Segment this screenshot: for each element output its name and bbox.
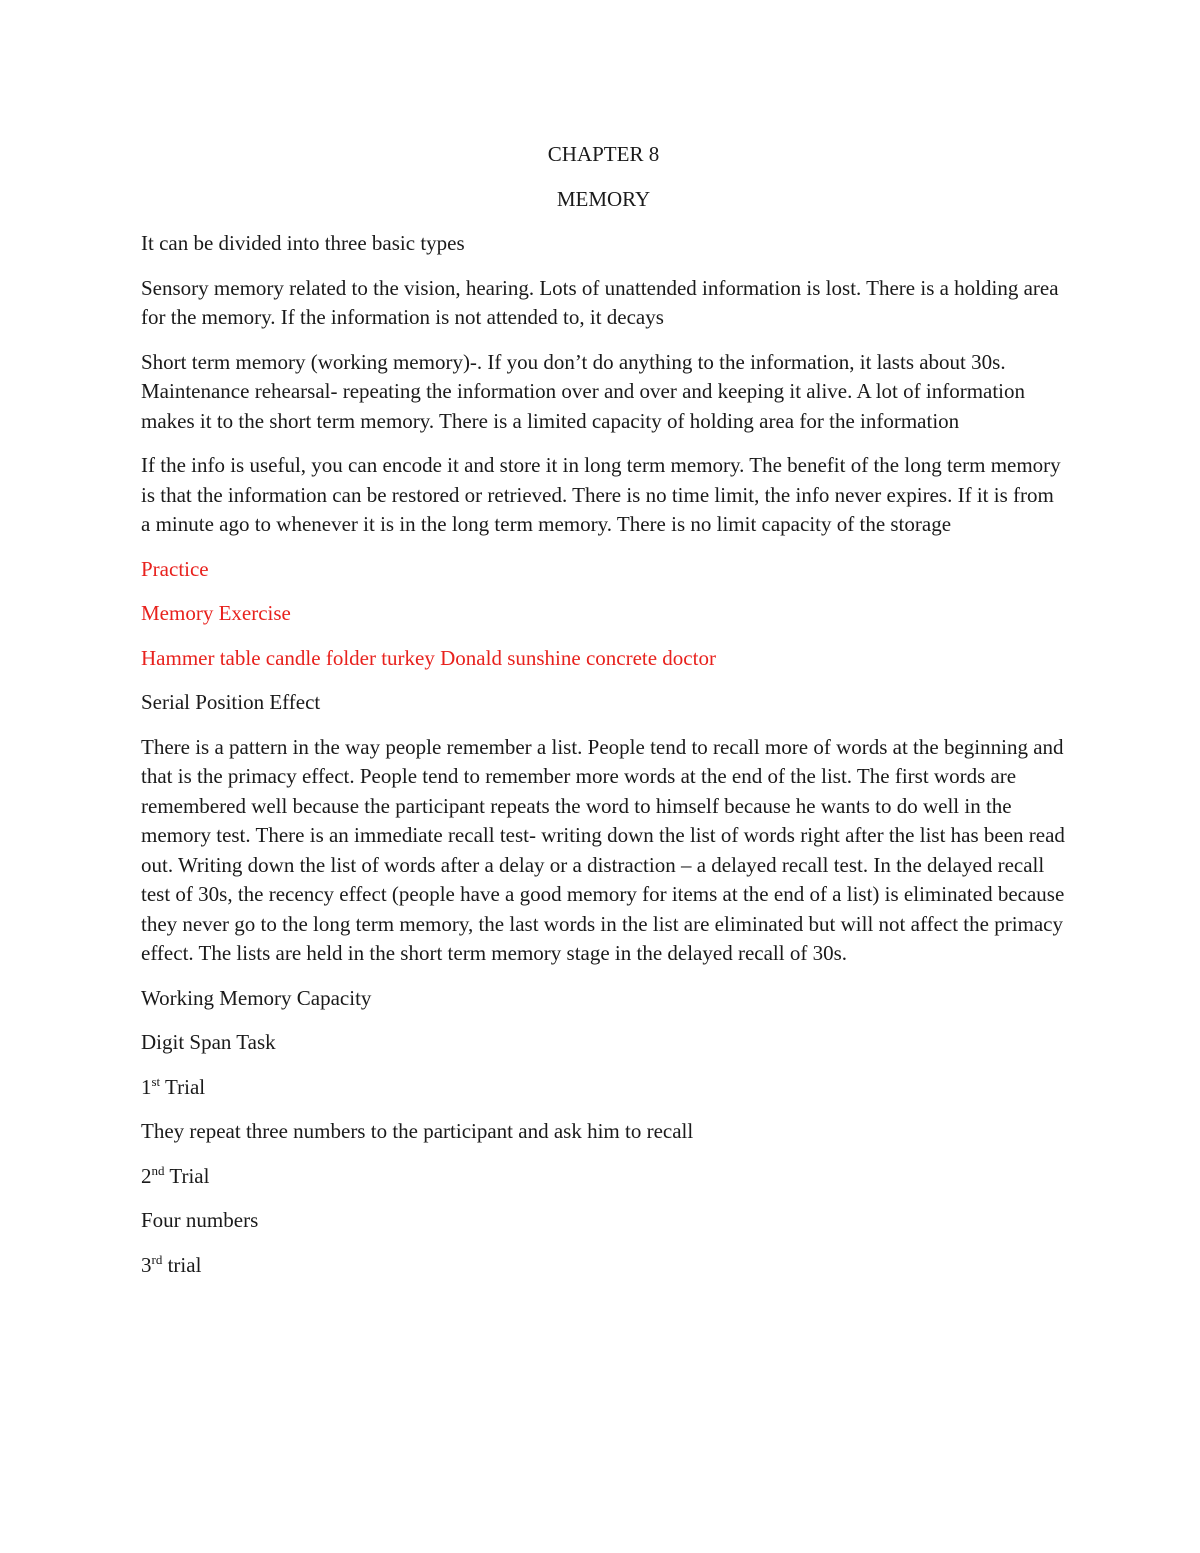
practice-heading: Practice [141, 556, 209, 581]
trial-3-number: 3 [141, 1252, 152, 1277]
serial-position-paragraph: There is a pattern in the way people remember a list. People tend to recall more of words at the beginning and that is the primacy effect. People tend to remember more words at the end of the list. The first words are remembered well because the participant repeats the word to himself because he wants to do well in the memory test. There is an immediate recall test- writing down the list of words right after the list has been read out. Writing down the list of words after a delay or a distraction – a delayed recall test. In the delayed recall test of 30s, the recency effect (people have a good memory for items at the end of a list) is eliminated because they never go to the long term memory, the last words in the list are eliminated but will not affect the primacy effect. The lists are held in the short term memory stage in the delayed recall of 30s. [141, 734, 1065, 965]
trial-1-ordinal: st [151, 1073, 161, 1089]
trial-2-number: 2 [141, 1163, 152, 1188]
serial-position-heading: Serial Position Effect [141, 690, 321, 714]
trial-1-label: Trial [160, 1074, 206, 1099]
long-term-memory-paragraph: If the info is useful, you can encode it and store it in long term memory. The benefit of the long term memory is that the information can be restored or retrieved. There is no time limit, the info never expires. If it is from a minute ago to whenever it is in the long term memory. There is no limit capacity of the storage [141, 453, 1061, 536]
sensory-memory-paragraph: Sensory memory related to the vision, hearing. Lots of unattended information is lost. There is a holding area for the memory. If the information is not attended to, it decays [141, 275, 1059, 329]
intro-paragraph: It can be divided into three basic types [141, 231, 465, 255]
trial-3-ordinal: rd [151, 1251, 163, 1267]
digit-span-heading: Digit Span Task [141, 1030, 276, 1054]
trial-3-label: trial [162, 1252, 202, 1277]
trial-2-heading [141, 1162, 1066, 1192]
trial-2-label: Trial [164, 1163, 210, 1188]
chapter-heading: CHAPTER 8 [547, 142, 660, 166]
trial-1-heading [141, 1073, 1066, 1103]
trial-3-heading [141, 1251, 1066, 1281]
memory-exercise-heading: Memory Exercise [141, 601, 291, 625]
document-body [141, 140, 1066, 1295]
short-term-memory-paragraph: Short term memory (working memory)-. If you don’t do anything to the information, it lasts about 30s. Maintenance rehearsal- repeating the information over and over and keeping it alive. A lot of information makes it to the short term memory. There is a limited capacity of holding area for the information [141, 349, 1026, 433]
working-memory-heading: Working Memory Capacity [141, 985, 372, 1010]
trial-2-ordinal: nd [151, 1162, 165, 1178]
word-list: Hammer table candle folder turkey Donald sunshine concrete doctor [141, 645, 716, 670]
trial-2-text: Four numbers [141, 1208, 259, 1232]
page-title: MEMORY [556, 186, 651, 211]
trial-1-number: 1 [141, 1074, 152, 1099]
trial-1-text: They repeat three numbers to the participant and ask him to recall [141, 1119, 694, 1143]
